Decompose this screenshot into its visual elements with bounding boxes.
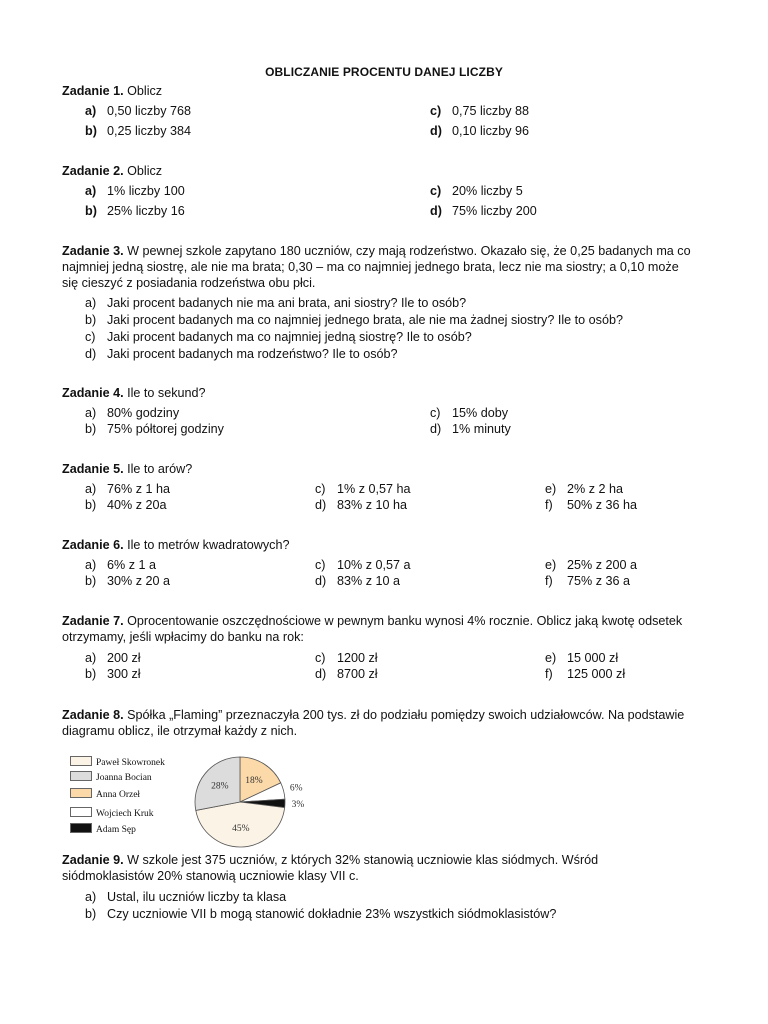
task-4-heading [62,385,206,401]
task-3-line-3: się cieszyć z posiadania rodzeństwa obu płci. [62,276,316,290]
task-1-instruction: Oblicz [127,84,163,98]
legend-item-wojciech-kruk: Wojciech Kruk [70,807,154,820]
task-7-item-b: b) 300 zł [85,667,141,681]
task-7-line-2: otrzymamy, jeśli wpłacimy do banku na rok: [62,630,304,644]
legend-swatch-4 [70,823,92,833]
task-5-number: Zadanie 5. [62,462,124,476]
page-title: OBLICZANIE PROCENTU DANEJ LICZBY [265,65,503,79]
task-7-item-c: c) 1200 zł [315,651,378,665]
task-9-item-a: a) Ustal, ilu uczniów liczby ta klasa [85,890,287,904]
task-7-number: Zadanie 7. [62,614,124,628]
task-3-number: Zadanie 3. [62,244,124,258]
task-5-item-a: a) 76% z 1 ha [85,482,171,496]
task-5-heading [62,461,192,477]
pie-label-anna-orzel: 18% [245,775,263,786]
task-4-item-b: b) 75% półtorej godziny [85,422,224,436]
task-4-item-d: d) 1% minuty [430,422,511,436]
task-4-instruction: Ile to sekund? [127,386,206,400]
task-3-line-2: najmniej jedną siostrę, ale nie ma brata; 0,30 – ma co najmniej jednego brata, lecz nie ma siostry; a 0,10 może [62,260,679,274]
legend-item-joanna-bocian: Joanna Bocian [70,771,152,784]
task-5-instruction: Ile to arów? [127,462,193,476]
pie-label-adam-sep: 3% [291,799,305,810]
task-8-line-2: diagramu oblicz, ile otrzymał każdy z nich. [62,724,298,738]
task-7-item-d: d) 8700 zł [315,667,378,681]
task-9-text [62,852,712,884]
task-2-number: Zadanie 2. [62,164,124,178]
pie-chart [180,752,340,852]
task-3-item-d: d) Jaki procent badanych ma rodzeństwo? Ile to osób? [85,347,398,361]
task-3-item-b: b) Jaki procent badanych ma co najmniej jednego brata, ale nie ma żadnej siostry? Ile to osób? [85,313,623,327]
task-3-text [62,243,712,291]
task-1-item-b: b) 0,25 liczby 384 [85,124,192,138]
task-1-item-d: d) 0,10 liczby 96 [430,124,530,138]
task-8-number: Zadanie 8. [62,708,124,722]
task-4-item-a: a) 80% godziny [85,406,180,420]
task-1-number: Zadanie 1. [62,84,124,98]
task-9-number: Zadanie 9. [62,853,124,867]
task-9-item-b: b) Czy uczniowie VII b mogą stanowić dokładnie 23% wszystkich siódmoklasistów? [85,907,557,921]
task-2-heading [62,163,162,179]
task-7-item-f: f) 125 000 zł [545,667,626,681]
task-2-item-a: a) 1% liczby 100 [85,184,185,198]
task-3-item-a: a) Jaki procent badanych nie ma ani brata, ani siostry? Ile to osób? [85,296,467,310]
task-1-heading [62,83,162,99]
task-2-item-b: b) 25% liczby 16 [85,204,185,218]
legend-swatch-1 [70,771,92,781]
legend-item-anna-orzel: Anna Orzeł [70,788,140,801]
task-9-line-2: siódmoklasistów 20% stanowią uczniowie klasy VII c. [62,869,359,883]
task-6-item-f: f) 75% z 36 a [545,574,631,588]
task-8-line-1: Spółka „Flaming” przeznaczyła 200 tys. zł do podziału pomiędzy swoich udziałowców. Na podstawie [127,708,685,722]
pie-label-joanna-bocian: 28% [211,781,229,792]
task-9-line-1: W szkole jest 375 uczniów, z których 32% stanowią uczniowie klas siódmych. Wśród [127,853,599,867]
task-2-item-c: c) 20% liczby 5 [430,184,523,198]
task-1-item-c: c) 0,75 liczby 88 [430,104,530,118]
task-1-item-a: a) 0,50 liczby 768 [85,104,192,118]
task-6-instruction: Ile to metrów kwadratowych? [127,538,290,552]
task-6-item-a: a) 6% z 1 a [85,558,157,572]
task-6-item-e: e) 25% z 200 a [545,558,638,572]
pie-label-wojciech-kruk: 6% [289,783,303,794]
task-7-text [62,613,712,645]
task-6-item-c: c) 10% z 0,57 a [315,558,411,572]
legend-swatch-3 [70,807,92,817]
task-5-item-c: c) 1% z 0,57 ha [315,482,411,496]
task-5-item-b: b) 40% z 20a [85,498,167,512]
task-2-item-d: d) 75% liczby 200 [430,204,537,218]
task-7-line-1: Oprocentowanie oszczędnościowe w pewnym banku wynosi 4% rocznie. Oblicz jaką kwotę odsetek [127,614,683,628]
legend-swatch-0 [70,756,92,766]
task-6-number: Zadanie 6. [62,538,124,552]
legend-item-pawel-skowronek: Paweł Skowronek [70,756,165,769]
task-7-item-e: e) 15 000 zł [545,651,619,665]
legend-item-adam-sep: Adam Sęp [70,823,136,836]
task-4-item-c: c) 15% doby [430,406,509,420]
task-5-item-e: e) 2% z 2 ha [545,482,624,496]
task-6-item-b: b) 30% z 20 a [85,574,171,588]
legend-swatch-2 [70,788,92,798]
task-6-heading [62,537,289,553]
pie-label-pawel-skowronek: 45% [232,824,250,835]
task-3-line-1: W pewnej szkole zapytano 180 uczniów, czy mają rodzeństwo. Okazało się, że 0,25 badanych ma co [127,244,691,258]
task-3-item-c: c) Jaki procent badanych ma co najmniej jedną siostrę? Ile to osób? [85,330,472,344]
task-6-item-d: d) 83% z 10 a [315,574,401,588]
task-7-item-a: a) 200 zł [85,651,141,665]
task-5-item-d: d) 83% z 10 ha [315,498,408,512]
task-4-number: Zadanie 4. [62,386,124,400]
task-8-text [62,707,712,739]
task-2-instruction: Oblicz [127,164,163,178]
task-5-item-f: f) 50% z 36 ha [545,498,638,512]
